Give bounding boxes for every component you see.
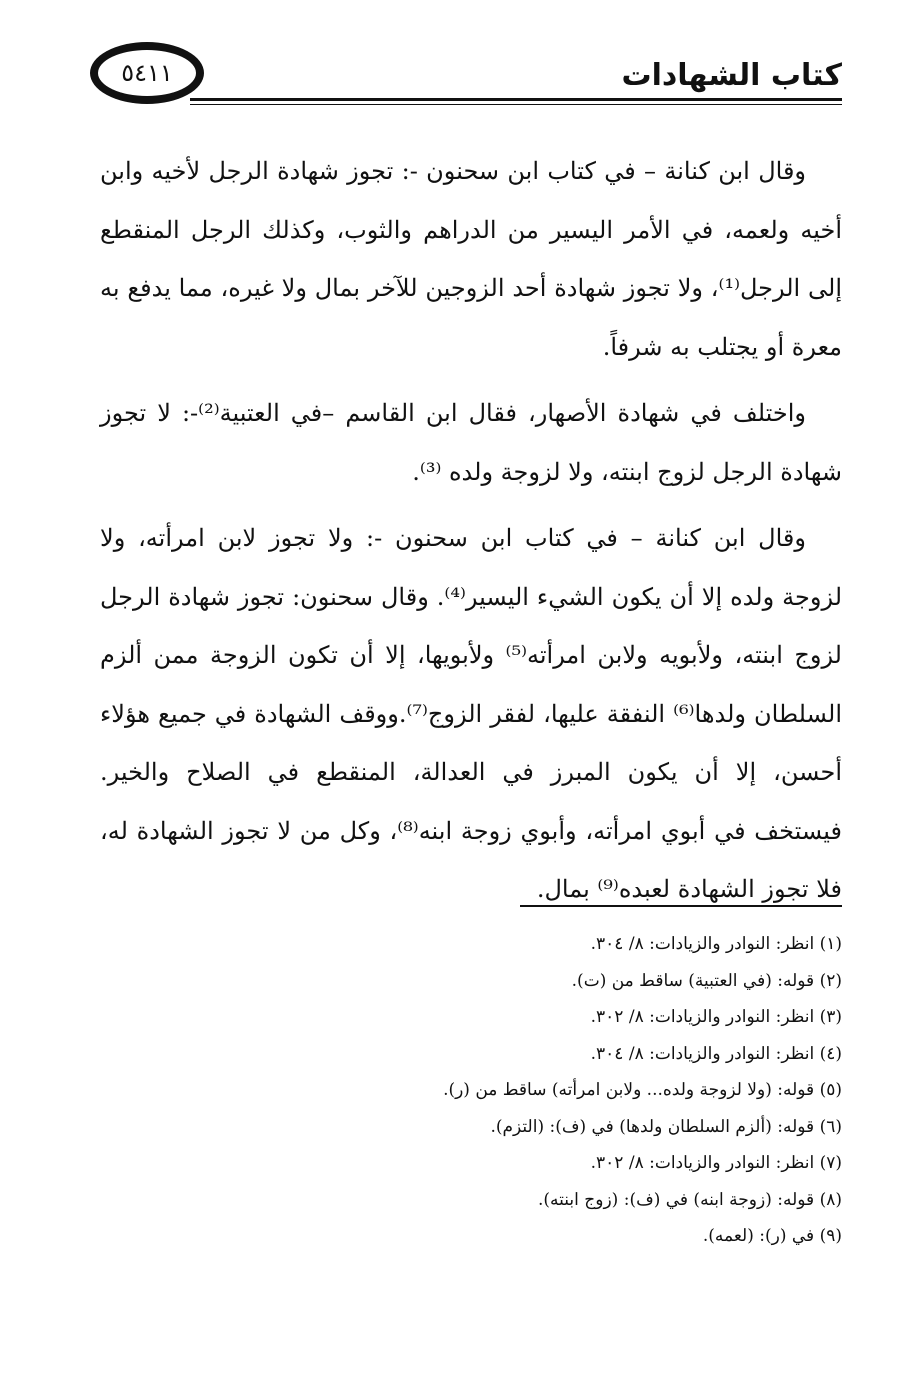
header-rule-thin xyxy=(190,104,842,105)
page-header xyxy=(90,42,842,112)
footnote: (٧) انظر: النوادر والزيادات: ٨/ ٣٠٢. xyxy=(590,1153,842,1173)
footnote: (٥) قوله: (ولا لزوجة ولده... ولابن امرأته) ساقط من (ر). xyxy=(443,1080,842,1100)
footnote: (٩) في (ر): (لعمه). xyxy=(702,1226,842,1246)
main-text xyxy=(100,142,842,927)
footnote: (٢) قوله: (في العتبية) ساقط من (ت). xyxy=(571,970,842,991)
page-number-frame xyxy=(90,42,204,104)
page-number: ٥٤١١ xyxy=(98,50,196,96)
footnote: (٤) انظر: النوادر والزيادات: ٨/ ٣٠٤. xyxy=(590,1043,842,1064)
footnote: (٣) انظر: النوادر والزيادات: ٨/ ٣٠٢. xyxy=(590,1007,842,1027)
footnotes xyxy=(142,926,842,1255)
footnote: (١) انظر: النوادر والزيادات: ٨/ ٣٠٤. xyxy=(590,934,842,954)
paragraph: وقال ابن كنانة – في كتاب ابن سحنون -: تجوز شهادة الرجل لأخيه وابن أخيه ولعمه، في الأمر اليسير من الدراهم والثوب، وكذلك الرجل المنقطع إلى الرجل⁽¹⁾، ولا تجوز شهادة أحد الزوجين للآخر بمال ولا غيره، مما يدفع به معرة أو يجتلب به شرفاً. xyxy=(100,157,842,361)
book-title: كتاب الشهادات xyxy=(621,58,842,93)
header-rule xyxy=(190,98,842,101)
footnote: (٦) قوله: (ألزم السلطان ولدها) في (ف): (التزم). xyxy=(490,1116,842,1137)
paragraph: واختلف في شهادة الأصهار، فقال ابن القاسم –في العتبية⁽²⁾-: لا تجوز شهادة الرجل لزوج ابنته، ولا لزوجة ولده ⁽³⁾. xyxy=(100,399,842,486)
footnote: (٨) قوله: (زوجة ابنه) في (ف): (زوج ابنته). xyxy=(538,1189,842,1210)
paragraph: وقال ابن كنانة – في كتاب ابن سحنون -: ولا تجوز لابن امرأته، ولا لزوجة ولده إلا أن يكون الشيء اليسير⁽⁴⁾. وقال سحنون: تجوز شهادة الرجل لزوج ابنته، ولأبويه ولابن امرأته⁽⁵⁾ ولأبويها، إلا أن تكون الزوجة ممن ألزم السلطان ولدها⁽⁶⁾ النفقة عليها، لفقر الزوج⁽⁷⁾.ووقف الشهادة في جميع هؤلاء أحسن، إلا أن يكون المبرز في العدالة، المنقطع في الصلاح والخير. فيستخف في أبوي امرأته، وأبوي زوجة ابنه⁽⁸⁾، وكل من لا تجوز الشهادة له، فلا تجوز الشهادة لعبده⁽⁹⁾ بمال. xyxy=(100,524,843,903)
footnote-separator xyxy=(520,905,842,907)
